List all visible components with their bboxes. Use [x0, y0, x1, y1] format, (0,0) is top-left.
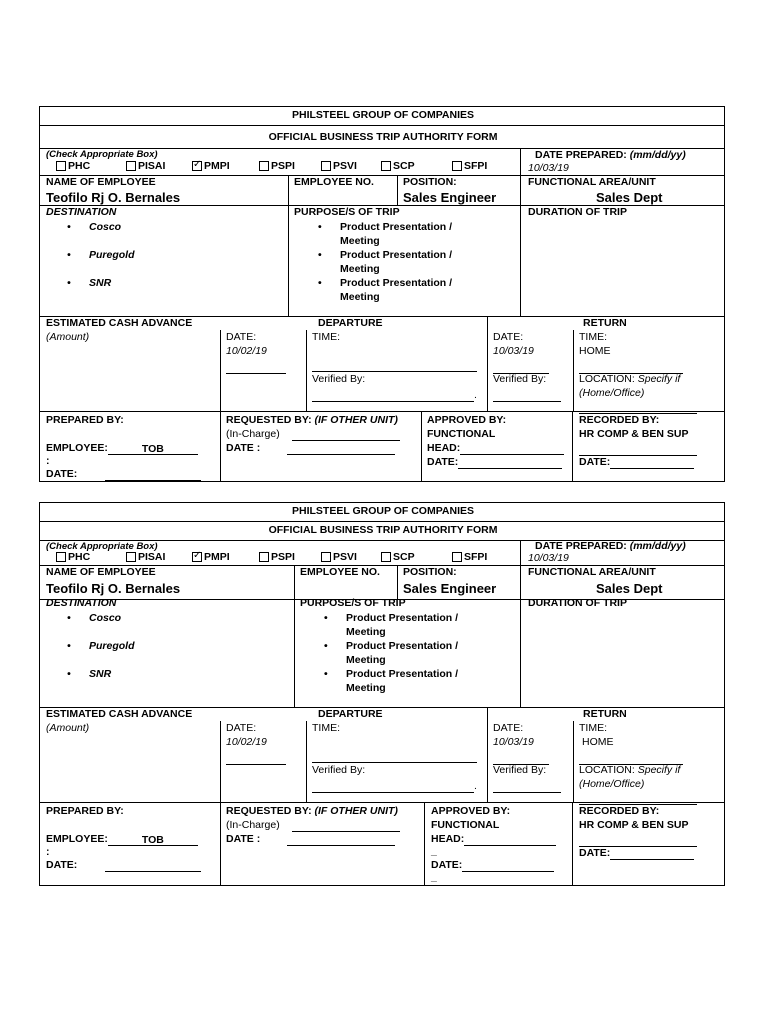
head-line[interactable]	[460, 443, 564, 455]
cash-advance-label: ESTIMATED CASH ADVANCE	[46, 317, 193, 329]
date-prepared-value[interactable]: 10/03/19	[528, 162, 569, 174]
check-box-instruction: (Check Appropriate Box)	[46, 541, 158, 552]
departure-date-label: DATE:	[226, 331, 257, 343]
in-charge-row: (In-Charge)	[226, 428, 400, 441]
purpose-item: • Product Presentation /	[318, 249, 453, 261]
date-prepared-label: DATE PREPARED: (mm/dd/yy)	[535, 149, 686, 161]
prepared-date-line[interactable]	[105, 469, 201, 481]
return-time-value[interactable]: HOME	[582, 736, 614, 748]
in-charge-row: (In-Charge)	[226, 819, 400, 832]
approved-date-line[interactable]	[462, 860, 554, 872]
departure-date-label: DATE:	[226, 722, 257, 734]
departure-date-line	[226, 752, 286, 765]
company-heading: PHILSTEEL GROUP OF COMPANIES	[291, 505, 475, 517]
purpose-item-cont: Meeting	[340, 291, 380, 303]
checkbox-psvi[interactable]	[321, 161, 331, 171]
checkbox-label: SCP	[393, 551, 415, 563]
checkbox-label: PHC	[68, 160, 91, 172]
checkbox-sfpi[interactable]	[452, 161, 462, 171]
colon-text: :	[46, 455, 50, 467]
employee-name-label: NAME OF EMPLOYEE	[46, 176, 156, 188]
recorded-sign-line[interactable]	[579, 834, 697, 847]
in-charge-line[interactable]	[292, 429, 400, 441]
checkbox-pisai[interactable]	[126, 161, 136, 171]
prepared-by-label: PREPARED BY:	[46, 414, 124, 426]
checkbox-sfpi[interactable]	[452, 552, 462, 562]
employee-name-value[interactable]: Teofilo Rj O. Bernales	[46, 581, 181, 596]
prepared-employee-value[interactable]: TOB	[141, 443, 164, 455]
checkbox-label: PSVI	[333, 551, 357, 563]
requested-by-label: REQUESTED BY: (IF OTHER UNIT)	[226, 414, 398, 426]
hr-label: HR COMP & BEN SUP	[579, 819, 689, 831]
destination-label: DESTINATION	[46, 206, 117, 218]
purpose-label: PURPOSE/S OF TRIP	[300, 597, 406, 609]
underscore-text: _	[431, 871, 437, 883]
form-title: OFFICIAL BUSINESS TRIP AUTHORITY FORM	[268, 524, 498, 536]
duration-label: DURATION OF TRIP	[528, 597, 627, 609]
employee-no-label: EMPLOYEE NO.	[294, 176, 374, 188]
location-line[interactable]	[579, 401, 697, 414]
return-verified-label: Verified By:	[493, 764, 547, 776]
return-verified-line[interactable]	[493, 389, 561, 402]
checkbox-scp[interactable]	[381, 552, 391, 562]
departure-time-line[interactable]	[312, 750, 477, 763]
checkbox-pmpi[interactable]	[192, 161, 202, 171]
trip-authority-form-1	[39, 106, 725, 482]
destination-item: • Cosco	[67, 221, 122, 233]
amount-label: (Amount)	[46, 331, 90, 343]
purpose-item: • Product Presentation /	[324, 612, 459, 624]
check-box-instruction: (Check Appropriate Box)	[46, 149, 158, 160]
departure-date-line	[226, 361, 286, 374]
prepared-employee-row: EMPLOYEE: TOB	[46, 833, 198, 846]
purpose-item-cont: Meeting	[346, 654, 386, 666]
destination-item: • SNR	[67, 668, 112, 680]
recorded-sign-line[interactable]	[579, 443, 697, 456]
prepared-by-label: PREPARED BY:	[46, 805, 124, 817]
checkbox-label: SFPI	[464, 160, 488, 172]
checkbox-label: PMPI	[204, 551, 230, 563]
departure-verified-line[interactable]: .	[312, 389, 477, 402]
functional-area-value[interactable]: Sales Dept	[596, 190, 663, 205]
checkbox-phc[interactable]	[56, 552, 66, 562]
purpose-item: • Product Presentation /	[318, 277, 453, 289]
functional-area-value[interactable]: Sales Dept	[596, 581, 663, 596]
recorded-date-line[interactable]	[610, 457, 694, 469]
checkbox-scp[interactable]	[381, 161, 391, 171]
destination-item: • Cosco	[67, 612, 122, 624]
functional-area-label: FUNCTIONAL AREA/UNIT	[528, 176, 656, 188]
date-prepared-value[interactable]: 10/03/19	[528, 552, 569, 564]
destination-item: • SNR	[67, 277, 112, 289]
form-title: OFFICIAL BUSINESS TRIP AUTHORITY FORM	[268, 131, 498, 143]
checkbox-pspi[interactable]	[259, 161, 269, 171]
requested-date-row: DATE :	[226, 833, 395, 846]
purpose-item-cont: Meeting	[346, 626, 386, 638]
duration-label: DURATION OF TRIP	[528, 206, 627, 218]
employee-name-value[interactable]: Teofilo Rj O. Bernales	[46, 190, 181, 205]
departure-label: DEPARTURE	[318, 317, 383, 329]
purpose-item: • Product Presentation /	[324, 668, 459, 680]
return-time-value[interactable]: HOME	[579, 345, 611, 357]
departure-verified-label: Verified By:	[312, 764, 366, 776]
checkbox-label: PISAI	[138, 160, 166, 172]
location-line[interactable]	[579, 792, 697, 805]
recorded-by-label: RECORDED BY:	[579, 414, 660, 426]
destination-item: • Puregold	[67, 640, 135, 652]
return-date-value[interactable]: 10/03/19	[493, 345, 534, 357]
underscore-text: _	[431, 845, 437, 857]
position-value[interactable]: Sales Engineer	[403, 190, 497, 205]
return-time-label: TIME:	[579, 331, 607, 343]
checkbox-label: SFPI	[464, 551, 488, 563]
purpose-item-cont: Meeting	[346, 682, 386, 694]
purpose-item: • Product Presentation /	[318, 221, 453, 233]
requested-by-label: REQUESTED BY: (IF OTHER UNIT)	[226, 805, 398, 817]
approved-date-line[interactable]	[458, 457, 562, 469]
departure-verified-line[interactable]: .	[312, 780, 477, 793]
checkbox-label: PSVI	[333, 160, 357, 172]
colon-text: :	[46, 846, 50, 858]
requested-date-row: DATE :	[226, 442, 395, 455]
location-label: LOCATION: Specify if	[579, 764, 681, 776]
hr-label: HR COMP & BEN SUP	[579, 428, 689, 440]
checkbox-label: SCP	[393, 160, 415, 172]
position-label: POSITION:	[403, 176, 457, 188]
return-verified-label: Verified By:	[493, 373, 547, 385]
amount-label: (Amount)	[46, 722, 90, 734]
recorded-date-line[interactable]	[610, 848, 694, 860]
recorded-date-row: DATE:	[579, 847, 694, 860]
approved-date-row: DATE:	[427, 456, 562, 469]
purpose-item: • Product Presentation /	[324, 640, 459, 652]
checkbox-label: PSPI	[271, 160, 295, 172]
departure-date-value[interactable]: 10/02/19	[226, 736, 267, 748]
functional-area-label: FUNCTIONAL AREA/UNIT	[528, 566, 656, 578]
checkbox-phc[interactable]	[56, 161, 66, 171]
prepared-date-row: DATE:	[46, 468, 201, 481]
head-row: HEAD:	[427, 442, 564, 455]
employee-no-label: EMPLOYEE NO.	[300, 566, 380, 578]
checkbox-label: PHC	[68, 551, 91, 563]
return-label: RETURN	[583, 317, 627, 329]
checkbox-pspi[interactable]	[259, 552, 269, 562]
location-hint: (Home/Office)	[579, 387, 645, 399]
requested-date-line[interactable]	[287, 834, 395, 846]
location-label: LOCATION: Specify if	[579, 373, 681, 385]
head-line[interactable]	[464, 834, 556, 846]
employee-name-label: NAME OF EMPLOYEE	[46, 566, 156, 578]
checkbox-pmpi[interactable]	[192, 552, 202, 562]
return-label: RETURN	[583, 708, 627, 720]
prepared-date-line[interactable]	[105, 860, 201, 872]
checkbox-psvi[interactable]	[321, 552, 331, 562]
recorded-date-row: DATE:	[579, 456, 694, 469]
approved-date-row: DATE:	[431, 859, 554, 872]
purpose-item-cont: Meeting	[340, 235, 380, 247]
position-label: POSITION:	[403, 566, 457, 578]
date-prepared-label: DATE PREPARED: (mm/dd/yy)	[535, 540, 686, 552]
cash-advance-label: ESTIMATED CASH ADVANCE	[46, 708, 193, 720]
return-verified-line[interactable]	[493, 780, 561, 793]
prepared-employee-row: EMPLOYEE: TOB	[46, 442, 198, 455]
position-value[interactable]: Sales Engineer	[403, 581, 497, 596]
trip-authority-form-2	[39, 502, 725, 886]
return-time-label: TIME:	[579, 722, 607, 734]
return-date-label: DATE:	[493, 331, 524, 343]
location-hint: (Home/Office)	[579, 778, 645, 790]
head-row: HEAD:	[431, 833, 556, 846]
company-heading: PHILSTEEL GROUP OF COMPANIES	[291, 109, 475, 121]
departure-time-line[interactable]	[312, 359, 477, 372]
return-date-value[interactable]: 10/03/19	[493, 736, 534, 748]
purpose-label: PURPOSE/S OF TRIP	[294, 206, 400, 218]
destination-item: • Puregold	[67, 249, 135, 261]
in-charge-line[interactable]	[292, 820, 400, 832]
destination-label: DESTINATION	[46, 597, 117, 609]
checkbox-label: PISAI	[138, 551, 166, 563]
prepared-date-row: DATE:	[46, 859, 201, 872]
departure-time-label: TIME:	[312, 331, 340, 343]
return-date-label: DATE:	[493, 722, 524, 734]
prepared-employee-value[interactable]: TOB	[141, 834, 164, 846]
departure-date-value[interactable]: 10/02/19	[226, 345, 267, 357]
functional-label: FUNCTIONAL	[431, 819, 500, 831]
recorded-by-label: RECORDED BY:	[579, 805, 660, 817]
approved-by-label: APPROVED BY:	[431, 805, 511, 817]
requested-date-line[interactable]	[287, 443, 395, 455]
approved-by-label: APPROVED BY:	[427, 414, 507, 426]
purpose-item-cont: Meeting	[340, 263, 380, 275]
checkbox-label: PMPI	[204, 160, 230, 172]
checkbox-label: PSPI	[271, 551, 295, 563]
departure-label: DEPARTURE	[318, 708, 383, 720]
departure-time-label: TIME:	[312, 722, 340, 734]
checkbox-pisai[interactable]	[126, 552, 136, 562]
departure-verified-label: Verified By:	[312, 373, 366, 385]
functional-label: FUNCTIONAL	[427, 428, 496, 440]
